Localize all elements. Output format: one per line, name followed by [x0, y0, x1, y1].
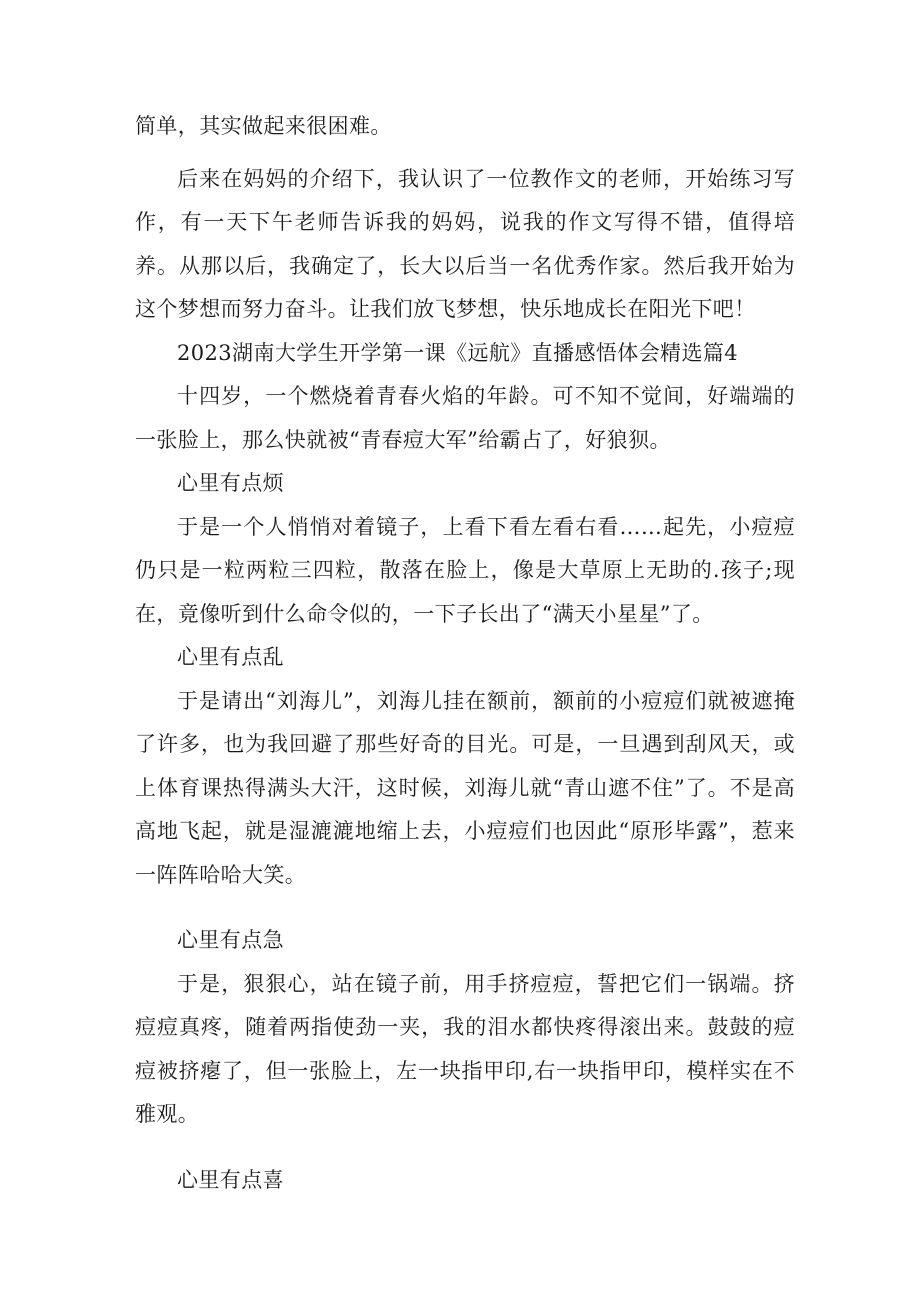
paragraph: 后来在妈妈的介绍下，我认识了一位教作文的老师，开始练习写作，有一天下午老师告诉我的妈妈，说我的作文写得不错，值得培养。从那以后，我确定了，长大以后当一名优秀作家。然后我开始为这个梦想而努力奋斗。让我们放飞梦想，快乐地成长在阳光下吧！	[135, 166, 795, 321]
subheading: 心里有点喜	[177, 1167, 284, 1192]
paragraph: 于是，狠狠心，站在镜子前，用手挤痘痘，誓把它们一锅端。挤痘痘真疼，随着两指使劲一夹，我的泪水都快疼得滚出来。鼓鼓的痘痘被挤瘪了，但一张脸上，左一块指甲印,右一块指甲印，模样实在不雅观。	[135, 971, 795, 1126]
subheading: 心里有点乱	[177, 645, 284, 669]
document-body	[135, 105, 795, 1202]
paragraph: 十四岁，一个燃烧着青春火焰的年龄。可不知不觉间，好端端的一张脸上，那么快就被“青春痘大军”给霸占了，好狼狈。	[135, 384, 795, 452]
paragraph: 于是一个人悄悄对着镜子，上看下看左看右看……起先，小痘痘仍只是一粒两粒三四粒，散落在脸上，像是大草原上无助的.孩子;现在，竟像听到什么命令似的，一下子长出了“满天小星星”了。	[135, 514, 795, 626]
paragraph: 于是请出“刘海儿”，刘海儿挂在额前，额前的小痘痘们就被遮掩了许多，也为我回避了那些好奇的目光。可是，一旦遇到刮风天，或上体育课热得满头大汗，这时候，刘海儿就“青山遮不住”了。不是高高地飞起，就是湿漉漉地缩上去，小痘痘们也因此“原形毕露”，惹来一阵阵哈哈大笑。	[135, 688, 795, 887]
paragraph: 简单，其实做起来很困难。	[135, 114, 392, 138]
subheading: 心里有点急	[177, 928, 284, 952]
section-title: 2023湖南大学生开学第一课《远航》直播感悟体会精选篇4	[177, 340, 739, 365]
subheading: 心里有点烦	[177, 471, 284, 495]
